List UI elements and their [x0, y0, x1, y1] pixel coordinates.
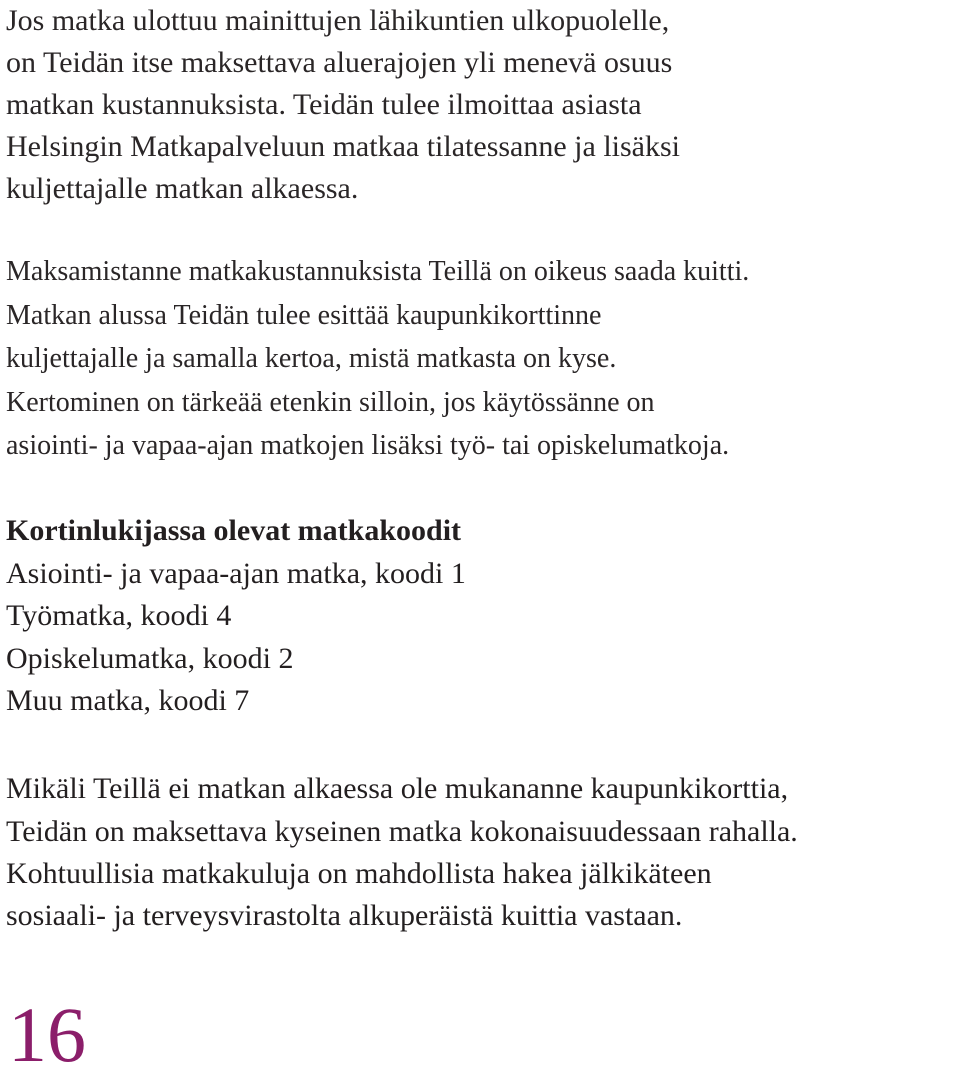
- travel-code-item: Asiointi- ja vapaa-ajan matka, koodi 1: [6, 557, 466, 590]
- paragraph-line: Matkan alussa Teidän tulee esittää kaupunkikorttinne: [6, 300, 602, 331]
- paragraph-line: kuljettajalle ja samalla kertoa, mistä matkasta on kyse.: [6, 343, 617, 374]
- paragraph-line: Teidän on maksettava kyseinen matka kokonaisuudessaan rahalla.: [6, 815, 798, 848]
- travel-code-item: Muu matka, koodi 7: [6, 684, 250, 717]
- paragraph-line: Jos matka ulottuu mainittujen lähikuntien ulkopuolelle,: [6, 4, 670, 37]
- paragraph-line: on Teidän itse maksettava aluerajojen yli menevä osuus: [6, 46, 673, 79]
- page-number: 16: [8, 991, 86, 1078]
- paragraph-line: Mikäli Teillä ei matkan alkaessa ole mukananne kaupunkikorttia,: [6, 772, 789, 805]
- paragraph-line: asiointi- ja vapaa-ajan matkojen lisäksi työ- tai opiskelumatkoja.: [6, 430, 730, 461]
- travel-code-item: Työmatka, koodi 4: [6, 599, 232, 632]
- travel-code-item: Opiskelumatka, koodi 2: [6, 642, 294, 675]
- paragraph-line: sosiaali- ja terveysvirastolta alkuperäistä kuittia vastaan.: [6, 899, 683, 932]
- paragraph-line: matkan kustannuksista. Teidän tulee ilmoittaa asiasta: [6, 88, 642, 121]
- paragraph-line: kuljettajalle matkan alkaessa.: [6, 172, 359, 205]
- paragraph-line: Kertominen on tärkeää etenkin silloin, jos käytössänne on: [6, 387, 655, 418]
- paragraph-line: Maksamistanne matkakustannuksista Teillä on oikeus saada kuitti.: [6, 256, 750, 287]
- paragraph-line: Kohtuullisia matkakuluja on mahdollista hakea jälkikäteen: [6, 857, 712, 890]
- section-heading: Kortinlukijassa olevat matkakoodit: [6, 514, 462, 547]
- paragraph-line: Helsingin Matkapalveluun matkaa tilatessanne ja lisäksi: [6, 130, 680, 163]
